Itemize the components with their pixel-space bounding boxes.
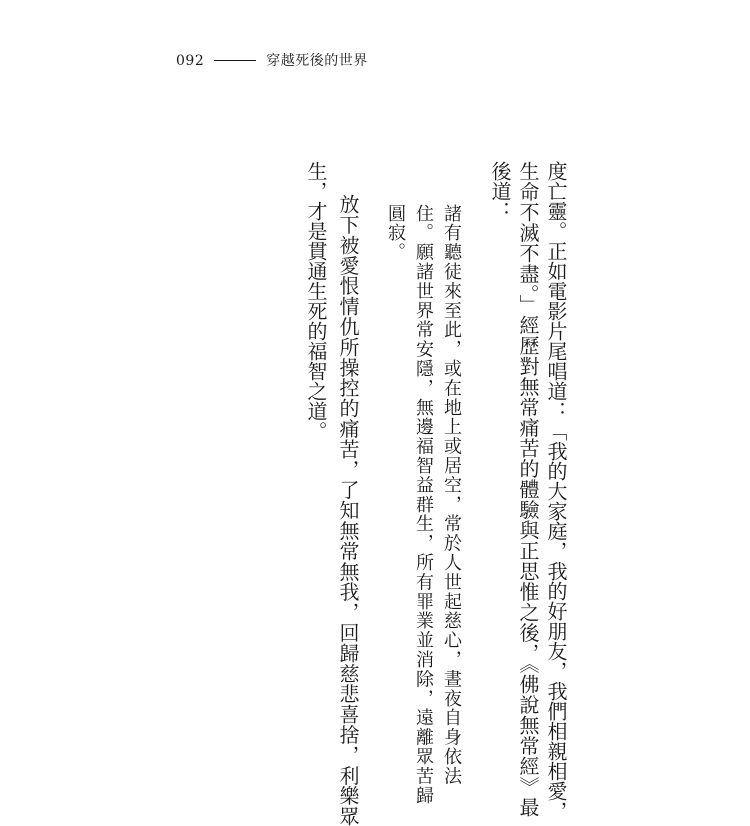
closing-paragraph-line: 放下被愛恨情仇所操控的痛苦，了知無常無我，回歸慈悲喜捨，利樂眾 — [336, 194, 360, 826]
running-header — [176, 50, 368, 70]
sutra-quote-line: 住。願諸世界常安隱，無邊福智益群生，所有罪業並消除，遠離眾苦歸 — [413, 204, 434, 806]
header-rule — [214, 60, 256, 61]
sutra-quote-line: 圓寂。 — [385, 204, 406, 263]
page-number: 092 — [176, 53, 205, 69]
main-paragraph-line: 後道： — [488, 161, 512, 221]
main-paragraph-line: 度亡靈。正如電影片尾唱道：「我的大家庭，我的好朋友，我們相親相愛， — [544, 161, 568, 821]
book-title: 穿越死後的世界 — [266, 53, 368, 69]
closing-paragraph-line: 生，才是貫通生死的福智之道。 — [304, 161, 328, 441]
sutra-quote-line: 諸有聽徒來至此，或在地上或居空，常於人世起慈心，晝夜自身依法 — [441, 204, 462, 786]
main-paragraph-line: 生命不滅不盡。」經歷對無常痛苦的體驗與正思惟之後，《佛說無常經》最 — [516, 161, 540, 818]
